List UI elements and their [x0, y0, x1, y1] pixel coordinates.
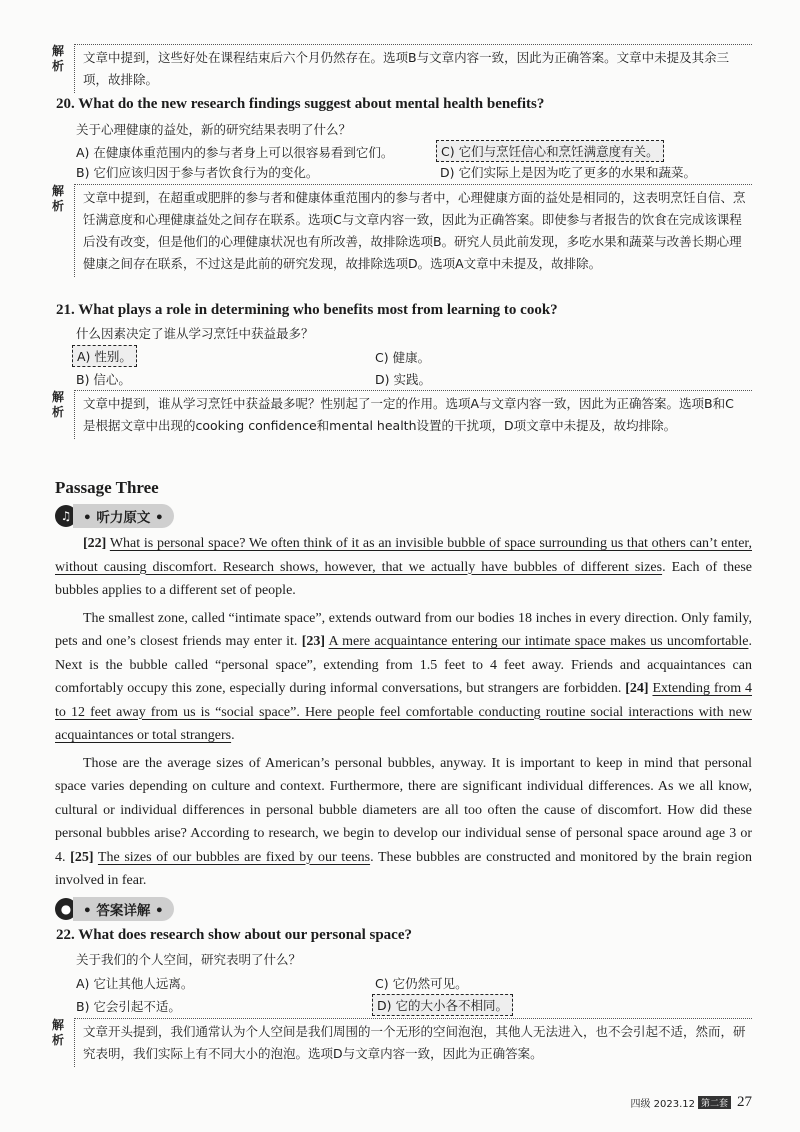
analysis-block-21: [52, 390, 752, 439]
analysis-block-20: [52, 184, 752, 277]
lightbulb-icon: ●: [55, 898, 77, 920]
q20-option-c-correct: C) 它们与烹饪信心和烹饪满意度有关。: [436, 140, 664, 162]
q20-option-a: A) 在健康体重范围内的参与者身上可以很容易看到它们。: [76, 145, 394, 160]
transcript-paragraph-2: The smallest zone, called “intimate space”, extends outward from our bodies 18 inches in every direction. Only family, pets and one’s closest friends may enter it. [23] A mere acquaintance entering our intimate space makes us uncomfortable. Next is the bubble called “personal space”, extending from 1.5 feet to 4 feet away. Friends and acquaintances can comfortably occupy this zone, especially during informal conversations, but strangers are forbidden. [24] Extending from 4 to 12 feet away from us is “social space”. Here people feel comfortable conducting routine social interactions with new acquaintances or total strangers.: [55, 610, 752, 743]
answers-banner: [55, 897, 174, 921]
q21-option-b: B) 信心。: [76, 372, 131, 387]
question-21-title: 21. What plays a role in determining who benefits most from learning to cook?: [56, 302, 558, 318]
passage-title: Passage Three: [55, 478, 159, 497]
question-22-cn: 关于我们的个人空间，研究表明了什么？: [76, 952, 302, 967]
listening-banner-label: • 听力原文 •: [73, 504, 174, 528]
q21-option-c: C) 健康。: [375, 350, 431, 365]
analysis-block-22: [52, 1018, 752, 1067]
page-footer: [630, 1094, 752, 1111]
q22-option-c: C) 它仍然可见。: [375, 976, 468, 991]
page-number: 27: [737, 1094, 752, 1110]
q21-option-d: D) 实践。: [375, 372, 431, 387]
q20-option-b: B) 它们应该归因于参与者饮食行为的变化。: [76, 165, 319, 180]
analysis-label: 解 析: [52, 390, 65, 419]
analysis-label: 解 析: [52, 44, 65, 73]
analysis-text: 文章开头提到，我们通常认为个人空间是我们周围的一个无形的空间泡泡，其他人无法进入，也不会引起不适，然而，研究表明，我们实际上有不同大小的泡泡。选项D与文章内容一致，因此为正确答案。: [74, 1018, 752, 1067]
q22-option-a: A) 它让其他人远离。: [76, 976, 194, 991]
analysis-label: 解 析: [52, 184, 65, 213]
issue-badge: 第二套: [698, 1096, 731, 1109]
question-22-title: 22. What does research show about our personal space?: [56, 927, 413, 943]
transcript-paragraph-1: [22] What is personal space? We often think of it as an invisible bubble of space surrounding us that others can’t enter, without causing discomfort. Research shows, however, that we actually have bubbles of different sizes. Each of these bubbles applies to a different set of people.: [55, 536, 753, 598]
question-21-cn: 什么因素决定了谁从学习烹饪中获益最多？: [76, 326, 314, 341]
exam-label: 四级 2023.12: [630, 1099, 695, 1110]
listening-banner: [55, 504, 174, 528]
question-20-cn: 关于心理健康的益处，新的研究结果表明了什么？: [76, 122, 352, 137]
analysis-text: 文章中提到，谁从学习烹饪中获益最多呢？性别起了一定的作用。选项A与文章内容一致，因此为正确答案。选项B和C是根据文章中出现的cooking confidence和mental health设置的干扰项，D项文章中未提及，故均排除。: [74, 390, 752, 439]
question-20-title: 20. What do the new research findings suggest about mental health benefits?: [56, 96, 545, 112]
transcript-paragraph-3: Those are the average sizes of American’s personal bubbles, anyway. It is important to keep in mind that personal space varies depending on culture and context. Furthermore, there are significant individual differences. As we all know, cultural or individual differences in personal bubble diameters are all too often the cause of discomfort. How did these personal bubbles arise? According to research, we begin to develop our individual sense of personal space around age 3 or 4. [25] The sizes of our bubbles are fixed by our teens. These bubbles are constructed and monitored by the brain region involved in fear.: [55, 755, 753, 888]
answers-banner-label: • 答案详解 •: [73, 897, 174, 921]
q21-option-a-correct: A) 性别。: [72, 345, 137, 367]
q22-option-d-correct: D) 它的大小各不相同。: [372, 994, 513, 1016]
q20-option-d: D) 它们实际上是因为吃了更多的水果和蔬菜。: [440, 165, 696, 180]
analysis-text: 文章中提到，这些好处在课程结束后六个月仍然存在。选项B与文章内容一致，因此为正确答案。文章中未提及其余三项，故排除。: [74, 44, 752, 93]
q22-option-b: B) 它会引起不适。: [76, 999, 181, 1014]
analysis-block-19: [52, 44, 752, 93]
transcript: [55, 532, 752, 897]
analysis-label: 解 析: [52, 1018, 65, 1047]
analysis-text: 文章中提到，在超重或肥胖的参与者和健康体重范围内的参与者中，心理健康方面的益处是相同的，这表明烹饪自信、烹饪满意度和心理健康益处之间存在联系。选项C与文章内容一致，因此为正确答案。即使参与者报告的饮食在完成该课程后没有改变，但是他们的心理健康状况也有所改善，故排除选项B。研究人员此前发现，多吃水果和蔬菜与改善长期心理健康之间存在联系，不过这是此前的研究发现，故排除选项D。选项A文章中未提及，故排除。: [74, 184, 752, 277]
headphones-icon: ♫: [55, 505, 77, 527]
